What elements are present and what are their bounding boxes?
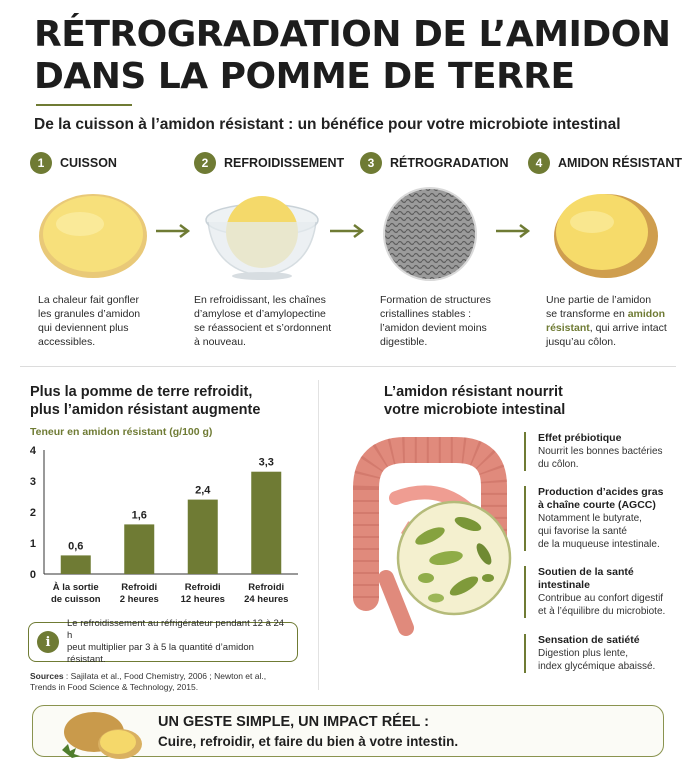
step-2-header bbox=[194, 152, 344, 174]
step-title: REFROIDISSEMENT bbox=[224, 156, 345, 170]
bar-value-label: 1,6 bbox=[131, 509, 147, 522]
bar bbox=[61, 555, 91, 574]
title-line-1: RÉTROGRADATION DE L’AMIDON bbox=[34, 14, 671, 55]
title-line-2: DANS LA POMME DE TERRE bbox=[34, 56, 575, 97]
microbiote-section-title: L’amidon résistant nourrit votre microbiote intestinal bbox=[384, 384, 566, 418]
y-tick-label: 0 bbox=[29, 569, 36, 581]
arrow-right-icon bbox=[156, 224, 192, 238]
step-1-description: La chaleur fait gonfler les granules d’amidon qui deviennent plus accessibles. bbox=[38, 294, 141, 348]
y-tick-label: 4 bbox=[29, 445, 36, 457]
arrow-right-icon bbox=[330, 224, 366, 238]
step-4-header bbox=[528, 152, 682, 174]
column-divider bbox=[318, 380, 319, 690]
title-underline bbox=[36, 104, 132, 106]
bar-value-label: 0,6 bbox=[68, 540, 84, 553]
sources: Sources : Sajilata et al., Food Chemistry, 2006 ; Newton et al., Trends in Food Science & Technology, 2015. bbox=[30, 671, 267, 692]
bar bbox=[188, 500, 218, 574]
x-tick-label: Refroidi bbox=[184, 582, 221, 593]
x-tick-label: de cuisson bbox=[50, 594, 101, 605]
step-number-badge: 1 bbox=[30, 152, 52, 174]
footer-subtitle: Cuire, refroidir, et faire du bien à votre intestin. bbox=[158, 734, 459, 749]
bar-value-label: 2,4 bbox=[195, 484, 211, 497]
step-1-header bbox=[30, 152, 117, 174]
benefit-scfa: Production d’acides gras à chaîne courte (AGCC) Notamment le butyrate, qui favorise la santé de la muqueuse intestinale. bbox=[524, 486, 684, 551]
chart-y-axis-label: Teneur en amidon résistant (g/100 g) bbox=[30, 426, 213, 438]
step-number-badge: 2 bbox=[194, 152, 216, 174]
bar-value-label: 3,3 bbox=[258, 456, 274, 469]
y-tick-label: 2 bbox=[29, 507, 36, 519]
x-tick-label: À la sortie bbox=[52, 582, 99, 593]
intestine-illustration bbox=[326, 428, 522, 640]
benefit-prebiotic: Effet prébiotique Nourrit les bonnes bactéries du côlon. bbox=[524, 432, 684, 471]
highlight-term: résistant bbox=[546, 322, 590, 334]
info-box bbox=[28, 618, 298, 665]
arrow-right-icon bbox=[496, 224, 532, 238]
chart-section-title: Plus la pomme de terre refroidit, plus l’amidon résistant augmente bbox=[30, 384, 261, 418]
x-tick-label: Refroidi bbox=[248, 582, 285, 593]
bowl-potato-illustration bbox=[204, 190, 320, 282]
page-subtitle: De la cuisson à l’amidon résistant : un bénéfice pour votre microbiote intestinal bbox=[34, 116, 621, 133]
y-tick-label: 1 bbox=[29, 538, 36, 550]
bar bbox=[124, 524, 154, 574]
resistant-starch-bar-chart bbox=[20, 440, 310, 615]
step-title: AMIDON RÉSISTANT bbox=[558, 156, 683, 170]
x-tick-label: Refroidi bbox=[121, 582, 158, 593]
step-2-description: En refroidissant, les chaînes d’amylose et d’amylopectine se réassocient et s’ordonnent à nouveau. bbox=[194, 294, 332, 348]
benefit-gut-health: Soutien de la santé intestinale Contribue au confort digestif et à l’équilibre du microbiote. bbox=[524, 566, 684, 618]
page-title bbox=[34, 14, 674, 98]
potatoes-illustration bbox=[48, 706, 148, 762]
info-text: Le refroidissement au réfrigérateur pendant 12 à 24 h peut multiplier par 3 à 5 la quantité d’amidon résistant. bbox=[67, 618, 285, 665]
step-title: CUISSON bbox=[60, 156, 117, 170]
raw-potato-illustration bbox=[548, 186, 660, 282]
x-tick-label: 12 heures bbox=[180, 594, 225, 605]
x-tick-label: 24 heures bbox=[244, 594, 289, 605]
highlight-term: amidon bbox=[627, 308, 666, 320]
benefit-satiety: Sensation de satiété Digestion plus lente, index glycémique abaissé. bbox=[524, 634, 684, 673]
footer-title: UN GESTE SIMPLE, UN IMPACT RÉEL : bbox=[158, 714, 429, 730]
info-icon: i bbox=[37, 631, 59, 653]
y-tick-label: 3 bbox=[29, 476, 36, 488]
step-number-badge: 4 bbox=[528, 152, 550, 174]
x-tick-label: 2 heures bbox=[119, 594, 159, 605]
step-3-header bbox=[360, 152, 509, 174]
sources-label: Sources bbox=[30, 671, 64, 681]
bar bbox=[251, 472, 281, 574]
crystalline-structure-illustration bbox=[382, 186, 478, 282]
cooked-potato-illustration bbox=[36, 186, 150, 282]
step-title: RÉTROGRADATION bbox=[390, 156, 509, 170]
section-divider bbox=[20, 366, 676, 367]
step-3-description: Formation de structures cristallines stables : l’amidon devient moins digestible. bbox=[380, 294, 491, 348]
step-number-badge: 3 bbox=[360, 152, 382, 174]
step-4-description: Une partie de l’amidon se transforme en amidon résistant, qui arrive intact jusqu’au côlon. bbox=[546, 294, 667, 348]
